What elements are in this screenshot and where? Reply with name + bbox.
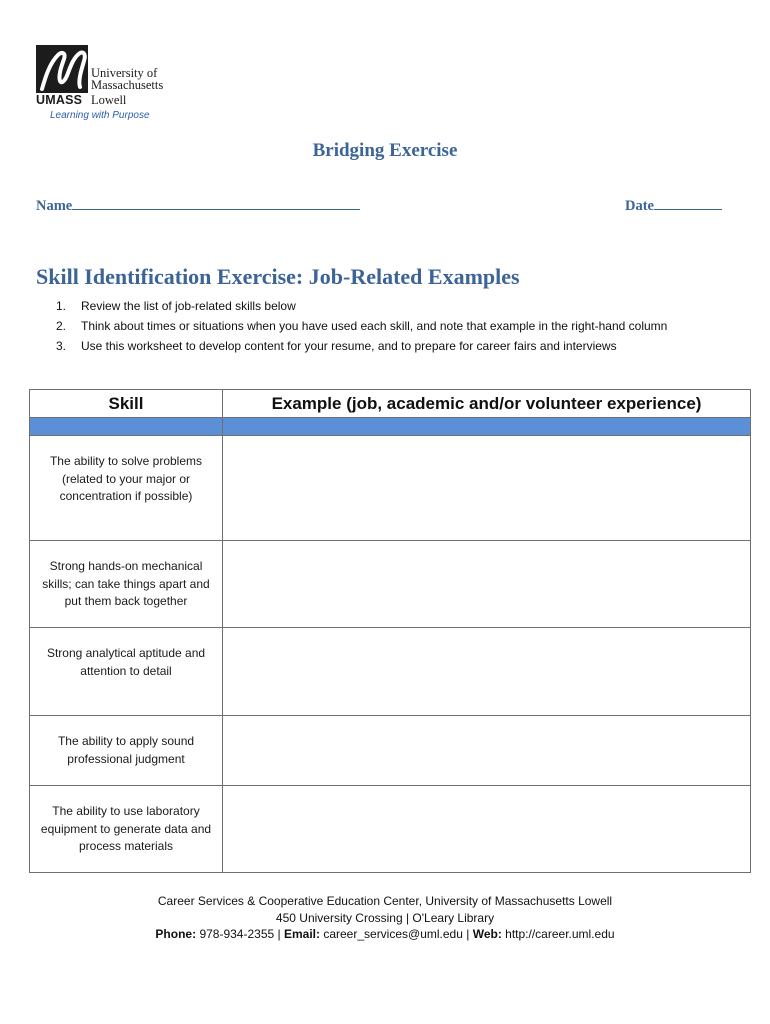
umass-lowell-logo (36, 45, 176, 125)
date-label: Date (625, 198, 654, 214)
section-title: Skill Identification Exercise: Job-Related Examples (36, 264, 520, 289)
instruction-number: 2. (56, 319, 67, 333)
instruction-item (56, 336, 667, 356)
skill-cell: The ability to solve problems (related to your major or concentration if possible) (30, 436, 223, 541)
skill-column-header: Skill (30, 390, 223, 418)
phone-label: Phone: (155, 927, 197, 941)
example-cell[interactable] (223, 716, 751, 786)
name-field[interactable] (36, 196, 360, 215)
instruction-item (56, 316, 667, 336)
name-label: Name (36, 198, 73, 214)
example-column-header: Example (job, academic and/or volunteer experience) (223, 390, 751, 418)
skill-cell: The ability to apply sound professional judgment (30, 716, 223, 786)
skill-cell: Strong analytical aptitude and attention to detail (30, 628, 223, 716)
instruction-text: Use this worksheet to develop content for your resume, and to prepare for career fairs and interviews (81, 339, 617, 353)
example-cell[interactable] (223, 786, 751, 873)
university-name: University of Massachusetts (91, 66, 164, 92)
umass-logo-mark-icon (36, 45, 88, 93)
table-header-band (30, 418, 751, 436)
band-cell (223, 418, 751, 436)
table-header-row (30, 390, 751, 418)
web-label: Web: (472, 927, 502, 941)
date-underline[interactable] (654, 196, 722, 210)
footer-line-2: 450 University Crossing | O'Leary Library (275, 910, 495, 925)
logo-tagline: Learning with Purpose (50, 110, 150, 121)
footer (0, 893, 770, 943)
skills-table (29, 389, 751, 873)
name-underline[interactable] (72, 196, 360, 210)
email-link[interactable]: career_services@uml.edu (323, 927, 463, 941)
lowell-wordmark: Lowell (91, 93, 127, 107)
instruction-item (56, 296, 667, 316)
band-cell (30, 418, 223, 436)
instructions-list (56, 296, 667, 356)
web-link[interactable]: http://career.uml.edu (505, 927, 615, 941)
instruction-text: Think about times or situations when you have used each skill, and note that example in the right-hand column (81, 319, 668, 333)
table-row (30, 541, 751, 628)
skill-cell: Strong hands-on mechanical skills; can take things apart and put them back together (30, 541, 223, 628)
instruction-number: 1. (56, 299, 67, 313)
instruction-text: Review the list of job-related skills below (81, 299, 296, 313)
table-row (30, 716, 751, 786)
instruction-number: 3. (56, 339, 67, 353)
umass-wordmark: UMASS (36, 93, 83, 107)
date-field[interactable] (625, 196, 722, 215)
footer-contact-line: Phone: 978-934-2355 | Email: career_services@uml.edu | Web: http://career.uml.edu (155, 927, 615, 941)
skill-cell: The ability to use laboratory equipment to generate data and process materials (30, 786, 223, 873)
table-row (30, 436, 751, 541)
email-label: Email: (283, 927, 320, 941)
footer-line-1: Career Services & Cooperative Education Center, University of Massachusetts Lowell (157, 894, 613, 908)
example-cell[interactable] (223, 436, 751, 541)
table-row (30, 628, 751, 716)
example-cell[interactable] (223, 628, 751, 716)
table-row (30, 786, 751, 873)
example-cell[interactable] (223, 541, 751, 628)
phone-number[interactable]: 978-934-2355 (199, 927, 275, 941)
document-title: Bridging Exercise (312, 140, 458, 161)
